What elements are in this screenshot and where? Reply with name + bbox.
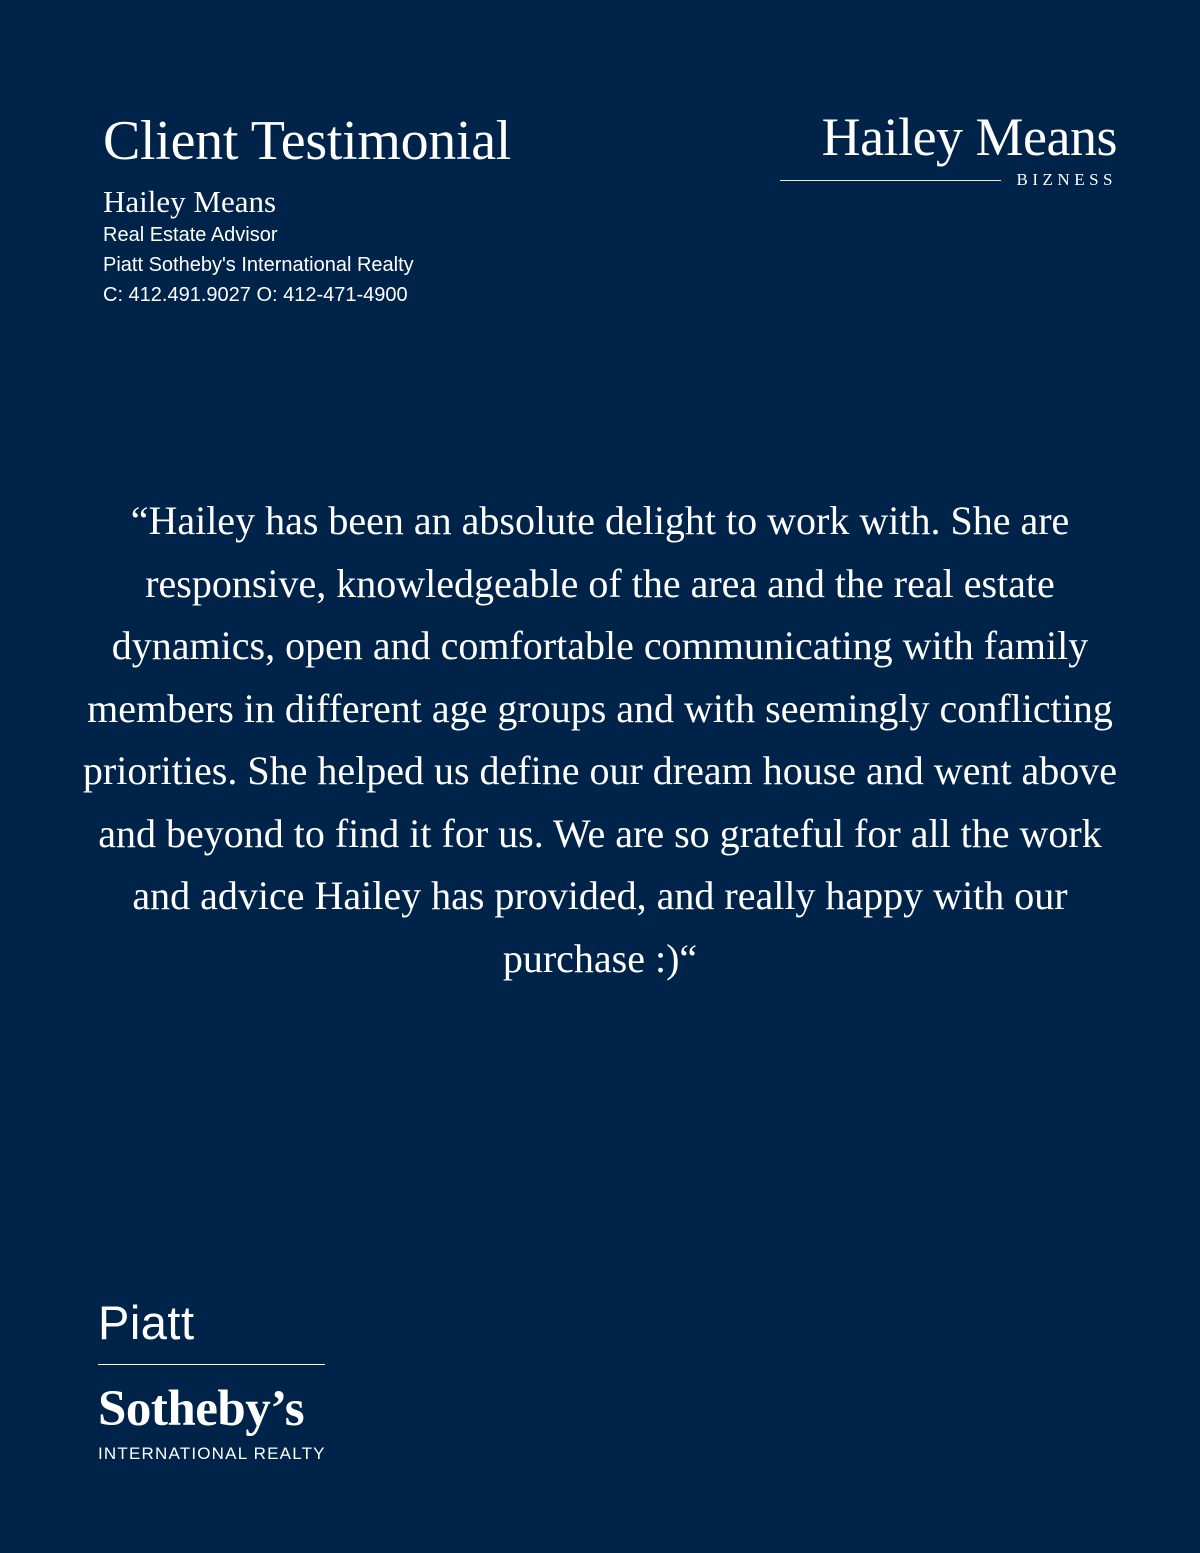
testimonial-quote: “Hailey has been an absolute delight to work with. She are responsive, knowledgeable of the area and the real estate dynamics, open and comfortable communicating with family members in different age groups and with seemingly conflicting priorities. She helped us define our dream house and went above and beyond to find it for us. We are so grateful for all the work and advice Hailey has provided, and really happy with our purchase :)“ <box>82 498 1118 981</box>
logo-international-realty: INTERNATIONAL REALTY <box>98 1444 326 1463</box>
brand-name: Hailey Means <box>821 107 1117 167</box>
sothebys-realty-logo <box>98 1296 326 1465</box>
brand-subtitle-row <box>780 170 1117 190</box>
brand-subtitle: BIZNESS <box>1016 170 1117 189</box>
agent-phones: C: 412.491.9027 O: 412-471-4900 <box>103 284 408 306</box>
agent-role: Real Estate Advisor <box>103 224 278 246</box>
brand-divider <box>780 180 1001 181</box>
agent-name: Hailey Means <box>103 184 277 219</box>
hailey-means-brand-logo <box>780 104 1117 190</box>
logo-divider <box>98 1364 325 1365</box>
page-title: Client Testimonial <box>103 110 512 172</box>
header-block <box>103 108 511 310</box>
logo-piatt: Piatt <box>98 1296 195 1349</box>
logo-sothebys: Sotheby’s <box>98 1381 305 1437</box>
agent-company: Piatt Sotheby's International Realty <box>103 254 414 276</box>
